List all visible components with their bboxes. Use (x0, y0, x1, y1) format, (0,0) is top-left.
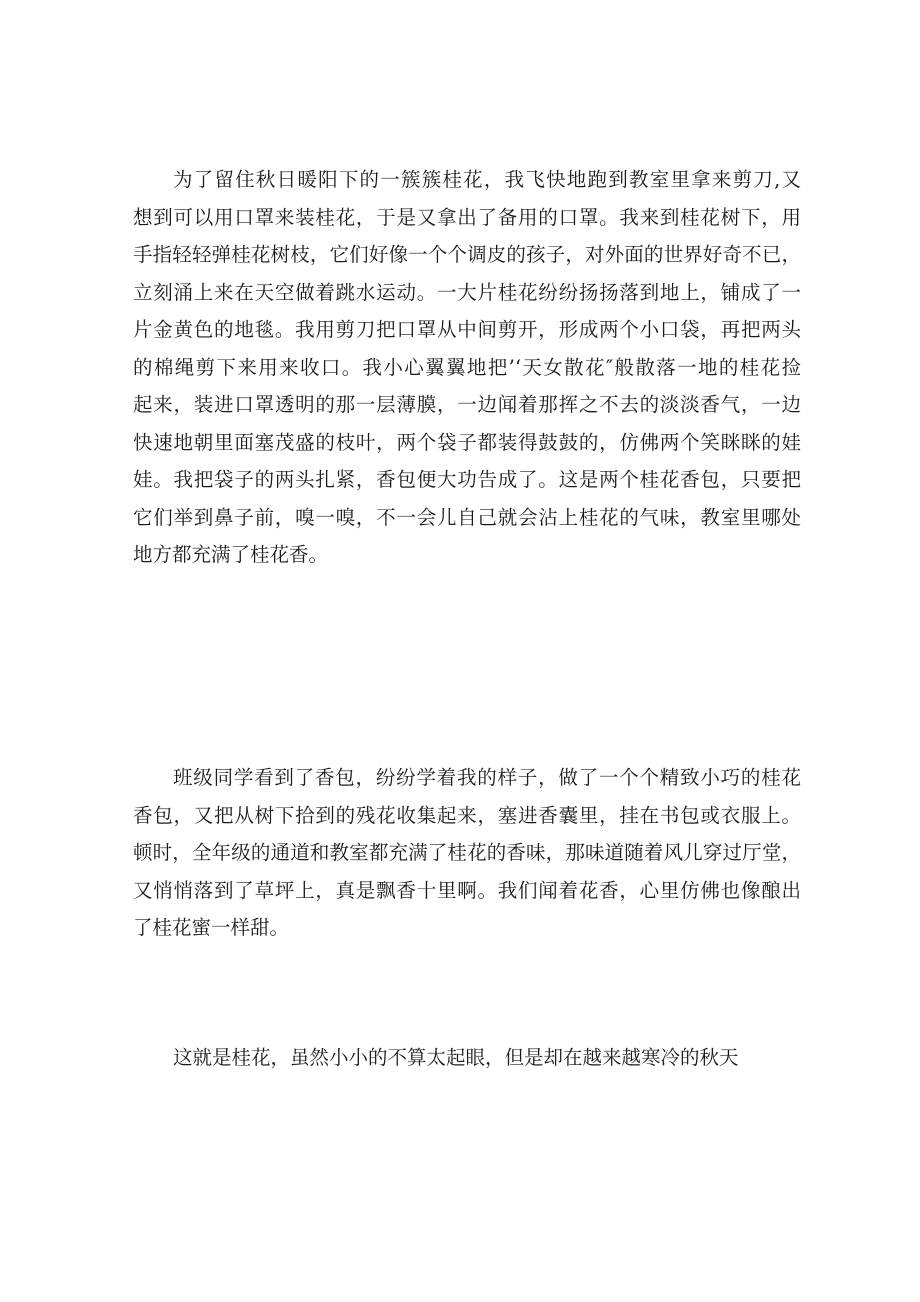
paragraph-2 (133, 759, 801, 947)
paragraph-line: 手指轻轻弹桂花树枝，它们好像一个个调皮的孩子，对外面的世界好奇不已， (133, 243, 801, 266)
paragraph-line: 立刻涌上来在天空做着跳水运动。一大片桂花纷纷扬扬落到地上，铺成了一 (133, 280, 801, 304)
paragraph-line: 了桂花蜜一样甜。 (133, 916, 290, 939)
paragraph-line: 地方都充满了桂花香。 (133, 543, 329, 566)
paragraph-line: 片金黄色的地毯。我用剪刀把口罩从中间剪开，形成两个小口袋，再把两头 (133, 318, 801, 341)
paragraph-line: 班级同学看到了香包，纷纷学着我的样子，做了一个个精致小巧的桂花 (173, 766, 801, 789)
paragraph-line: 顿时，全年级的通道和教室都充满了桂花的香味，那味道随着风儿穿过厅堂， (133, 841, 801, 864)
paragraph-line: 又悄悄落到了草坪上，真是飘香十里啊。我们闻着花香，心里仿佛也像酿出 (133, 878, 801, 902)
paragraph-line: 香包，又把从树下拾到的残花收集起来，塞进香囊里，挂在书包或衣服上。 (133, 803, 801, 827)
paragraph-line: 的棉绳剪下来用来收口。我小心翼翼地把’‘天女散花″般散落一地的桂花捡 (133, 355, 801, 379)
paragraph-line: 这就是桂花，虽然小小的不算太起眼，但是却在越来越寒冷的秋天 (173, 1046, 739, 1069)
paragraph-line: 为了留住秋日暖阳下的一簇簇桂花，我飞快地跑到教室里拿来剪刀,又 (173, 168, 801, 191)
paragraph-line: 想到可以用口罩来装桂花，于是又拿出了备用的口罩。我来到桂花树下，用 (133, 205, 801, 229)
paragraph-line: 起来，装进口罩透明的那一层薄膜，一边闻着那挥之不去的淡淡香气，一边 (133, 393, 801, 416)
paragraph-line: 它们举到鼻子前，嗅一嗅，不一会儿自己就会沾上桂花的气味，教室里哪处 (133, 505, 801, 529)
paragraph-1 (133, 161, 801, 574)
paragraph-line: 娃。我把袋子的两头扎紧，香包便大功告成了。这是两个桂花香包，只要把 (133, 468, 801, 491)
paragraph-3 (133, 1039, 801, 1077)
paragraph-line: 快速地朝里面塞茂盛的枝叶，两个袋子都装得鼓鼓的，仿佛两个笑眯眯的娃 (133, 430, 801, 454)
